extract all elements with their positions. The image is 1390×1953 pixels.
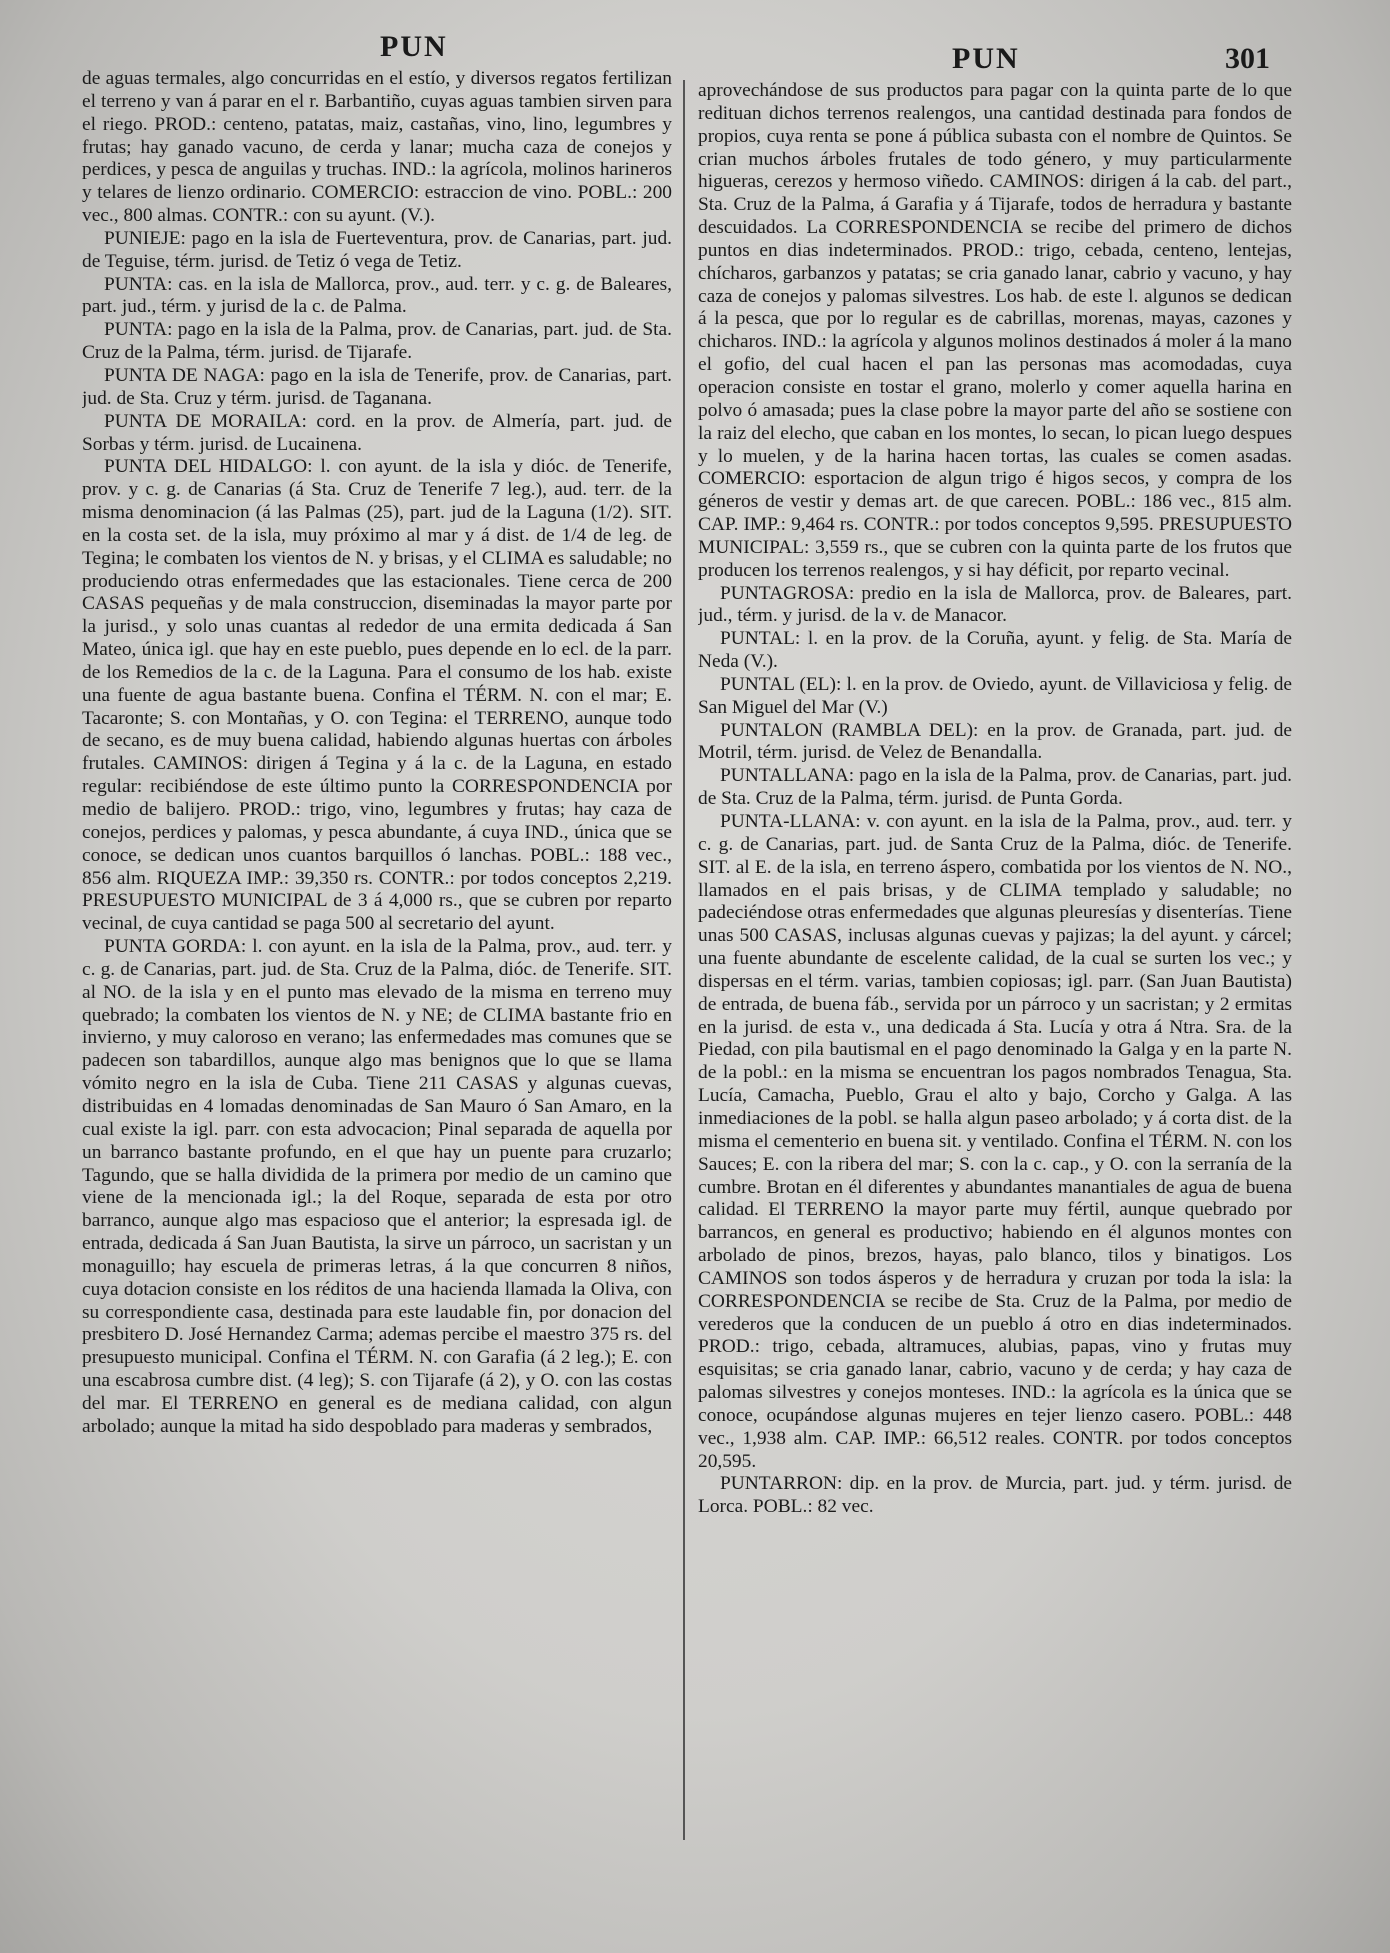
entry-punta-llana: PUNTA-LLANA: v. con ayunt. en la isla de la Palma, prov., aud. terr. y c. g. de Canarias, part. jud. de Santa Cruz de la Palma, dióc. de Tenerife. SIT. al E. de la isla, en terreno áspero, combatida por los vientos de N. NO., llamados en el pais brisas, y de CLIMA templado y saludable; no padeciéndose otras enfermedades que algunas pleuresías y disenterías. Tiene unas 500 CASAS, inclusas algunas cuevas y pajizas; la del ayunt. y cárcel; una fuente abundante de escelente calidad, de la cual se surten los vec.; y dispersas en el térm. varias, tambien copiosas; igl. parr. (San Juan Bautista) de entrada, de buena fáb., servida por un párroco y un sacristan; y 2 ermitas en la jurisd. de esta v., una dedicada á Sta. Lucía y otra á Ntra. Sra. de la Piedad, con pila bautismal en el pago denominado la Galga y en la parte N. de la pobl.: en la misma se encuentran los pagos nombrados Tenagua, Sta. Lucía, Camacha, Pueblo, Grau el alto y bajo, Corcho y Galga. A las inmediaciones de la pobl. se halla algun paseo arbolado; y á corta dist. de la misma el cementerio en buena sit. y ventilado. Confina el TÉRM. N. con los Sauces; E. con la ribera del mar; S. con la c. cap., y O. con la serranía de la cumbre. Brotan en él diferentes y abundantes manantiales de agua de buena calidad. El TERRENO la mayor parte muy fértil, aunque quebrado por barrancos, en general es productivo; habiendo en él algunos montes con arbolado de pinos, brezos, hayas, palo blanco, tilos y binatigos. Los CAMINOS son todos ásperos y de herradura y cruzan por toda la isla: la CORRESPONDENCIA se recibe de Sta. Cruz de la Palma, por medio de verederos que la conducen de un pueblo á otro en dias indeterminados. PROD.: trigo, cebada, altramuces, alubias, papas, vino y frutas muy esquisitas; se cria ganado lanar, cabrio, vacuno y de cerda; y hay caza de palomas silvestres y conejos monteses. IND.: la agrícola es la única que se conoce, ocupándose algunas mujeres en tejer lienzo casero. POBL.: 448 vec., 1,938 alm. CAP. IMP.: 66,512 reales. CONTR. por todos conceptos 20,595. <box>698 811 1292 1472</box>
entry-punta-gorda: PUNTA GORDA: l. con ayunt. en la isla de la Palma, prov., aud. terr. y c. g. de Canarias, part. jud. de Sta. Cruz de la Palma, dióc. de Tenerife. SIT. al NO. de la isla y en el punto mas elevado de la misma en terreno muy quebrado; la combaten los vientos de N. y NE; de CLIMA bastante frio en invierno, y muy caloroso en verano; las enfermedades mas comunes que se padecen son tabardillos, aunque algo mas benignos que lo que se llama vómito negro en la isla de Cuba. Tiene 211 CASAS y algunas cuevas, distribuidas en 4 lomadas denominadas de San Mauro ó San Amaro, en la cual existe la igl. parr. con esta advocacion; Pinal separada de aquella por un barranco bastante profundo, en el que hay un puente para cruzarlo; Tagundo, que se halla dividida de la primera por medio de un camino que viene de la mencionada igl.; la del Roque, separada de esta por otro barranco, aunque algo mas espacioso que el anterior; la espresada igl. de entrada, dedicada á San Juan Bautista, la sirve un párroco, un sacristan y un monaguillo; hay escuela de primeras letras, á la que concurren 8 niños, cuya dotacion consiste en los réditos de una hacienda llamada la Oliva, con su correspondiente casa, destinada para este laudable fin, por donacion del presbitero D. José Hernandez Carma; ademas percibe el maestro 375 rs. del presupuesto municipal. Confina el TÉRM. N. con Garafia (á 2 leg.); E. con una escabrosa cumbre dist. (4 leg); S. con Tijarafe (á 2), y O. con las costas del mar. El TERRENO en general es de mediana calidad, con algun arbolado; aunque la mitad ha sido despoblado para maderas y sembrados, <box>82 936 672 1437</box>
entry-puntarron: PUNTARRON: dip. en la prov. de Murcia, part. jud. y térm. jurisd. de Lorca. POBL.: 82 vec. <box>698 1473 1292 1518</box>
entry-continuation: de aguas termales, algo concurridas en el estío, y diversos regatos fertilizan el terreno y van á parar en el r. Barbantiño, cuyas aguas tambien sirven para el riego. PROD.: centeno, patatas, maiz, castañas, vino, lino, legumbres y frutas; hay ganado vacuno, de cerda y lanar; mucha caza de conejos y perdices, y pesca de anguilas y truchas. IND.: la agrícola, molinos harineros y telares de lienzo ordinario. COMERCIO: estraccion de vino. POBL.: 200 vec., 800 almas. CONTR.: con su ayunt. (V.). <box>82 68 672 227</box>
entry-punieje: PUNIEJE: pago en la isla de Fuerteventura, prov. de Canarias, part. jud. de Teguise, térm. jurisd. de Tetiz ó vega de Tetiz. <box>82 227 672 272</box>
column-divider <box>683 80 685 1840</box>
entry-puntalon: PUNTALON (RAMBLA DEL): en la prov. de Granada, part. jud. de Motril, térm. jurisd. de Velez de Benandalla. <box>698 719 1292 764</box>
left-column <box>82 68 672 1928</box>
entry-punta-gorda-continued: aprovechándose de sus productos para pagar con la quinta parte de lo que redituan dichos terrenos realengos, una cantidad destinada para fondos de propios, cuya renta se pone á pública subasta con el nombre de Quintos. Se crian muchos árboles frutales de todo género, y muy particularmente higueras, cerezos y hermoso viñedo. CAMINOS: dirigen á la cab. del part., Sta. Cruz de la Palma, á Garafia y á Tijarafe, todos de herradura y bastante descuidados. La CORRESPONDENCIA se recibe del primero de dichos puntos en dias indeterminados. PROD.: trigo, cebada, centeno, lentejas, chícharos, garbanzos y patatas; se cria ganado lanar, cabrio y vacuno, y hay caza de conejos y palomas silvestres. Los hab. de este l. algunos se dedican á la pesca, que por lo regular es de cabrillas, morenas, mayas, cazones y chicharos. IND.: la agrícola y algunos molinos destinados á moler á la mano el gofio, del cual hacen el pan las personas mas acomodadas, cuya operacion consiste en tostar el grano, molerlo y comer aquella harina en polvo ó amasada; pues la clase pobre la mayor parte del año se sostiene con la raiz del elecho, que caban en los montes, lo secan, lo pican luego despues y lo muelen, y de la harina hacen tortas, las cuales se comen asadas. COMERCIO: esportacion de algun trigo é higos secos, y compra de los géneros de vestir y demas art. de que carecen. POBL.: 186 vec., 815 alm. CAP. IMP.: 9,464 rs. CONTR.: por todos conceptos 9,595. PRESUPUESTO MUNICIPAL: 3,559 rs., que se cubren con la quinta parte de los frutos que producen los terrenos realengos, y si hay déficit, por reparto vecinal. <box>698 80 1292 581</box>
entry-punta-del-hidalgo: PUNTA DEL HIDALGO: l. con ayunt. de la isla y dióc. de Tenerife, prov. y c. g. de Canarias (á Sta. Cruz de Tenerife 7 leg.), aud. terr. de la misma denominacion (á las Palmas (25), part. jud de la Laguna (1/2). SIT. en la costa set. de la isla, muy próximo al mar y á dist. de 1/4 de leg. de Tegina; le combaten los vientos de N. y brisas, y el CLIMA es saludable; no produciendo otras enfermedades que las estacionales. Tiene cerca de 200 CASAS pequeñas y de mala construccion, diseminadas la mayor parte por la jurisd., y solo unas cuantas al rededor de una ermita dedicada á San Mateo, única igl. que hay en este pueblo, pues depende en lo ecl. de la parr. de los Remedios de la c. de la Laguna. Para el consumo de los hab. existe una fuente de agua bastante buena. Confina el TÉRM. N. con el mar; E. Tacaronte; S. con Montañas, y O. con Tegina: el TERRENO, aunque todo de secano, es de muy buena calidad, habiendo algunas huertas con árboles frutales. CAMINOS: dirigen á Tegina y á la c. de la Laguna, en estado regular: recibiéndose de este último punto la CORRESPONDENCIA por medio de balijero. PROD.: trigo, vino, legumbres y frutas; hay caza de conejos, perdices y palomas, y pesca abundante, á cuya IND., única que se conoce, se dedican unos cuantos barquillos ó lanchas. POBL.: 188 vec., 856 alm. RIQUEZA IMP.: 39,350 rs. CONTR.: por todos conceptos 2,219. PRESUPUESTO MUNICIPAL de 3 á 4,000 rs., que se cubren por reparto vecinal, de cuya cantidad se paga 500 al secretario del ayunt. <box>82 456 672 935</box>
page-number: 301 <box>1225 42 1270 75</box>
running-head-left: PUN <box>380 30 448 63</box>
entry-punta-de-naga: PUNTA DE NAGA: pago en la isla de Tenerife, prov. de Canarias, part. jud. de Sta. Cruz y térm. jurisd. de Taganana. <box>82 364 672 409</box>
entry-punta-mallorca: PUNTA: cas. en la isla de Mallorca, prov., aud. terr. y c. g. de Baleares, part. jud., térm. y jurisd de la c. de Palma. <box>82 273 672 318</box>
running-head-right: PUN <box>952 42 1020 75</box>
entry-punta-palma: PUNTA: pago en la isla de la Palma, prov. de Canarias, part. jud. de Sta. Cruz de la Palma, térm. jurisd. de Tijarafe. <box>82 319 672 364</box>
entry-puntagrosa: PUNTAGROSA: predio en la isla de Mallorca, prov. de Baleares, part. jud., térm. y jurisd. de la v. de Manacor. <box>698 582 1292 627</box>
entry-punta-de-moraila: PUNTA DE MORAILA: cord. en la prov. de Almería, part. jud. de Sorbas y térm. jurisd. de Lucainena. <box>82 410 672 455</box>
entry-puntal-coruna: PUNTAL: l. en la prov. de la Coruña, ayunt. y felig. de Sta. María de Neda (V.). <box>698 628 1292 673</box>
entry-puntal-el: PUNTAL (EL): l. en la prov. de Oviedo, ayunt. de Villaviciosa y felig. de San Miguel del Mar (V.) <box>698 673 1292 718</box>
right-column <box>698 80 1292 1930</box>
entry-puntallana-pago: PUNTALLANA: pago en la isla de la Palma, prov. de Canarias, part. jud. de Sta. Cruz de la Palma, térm. jurisd. de Punta Gorda. <box>698 765 1292 810</box>
